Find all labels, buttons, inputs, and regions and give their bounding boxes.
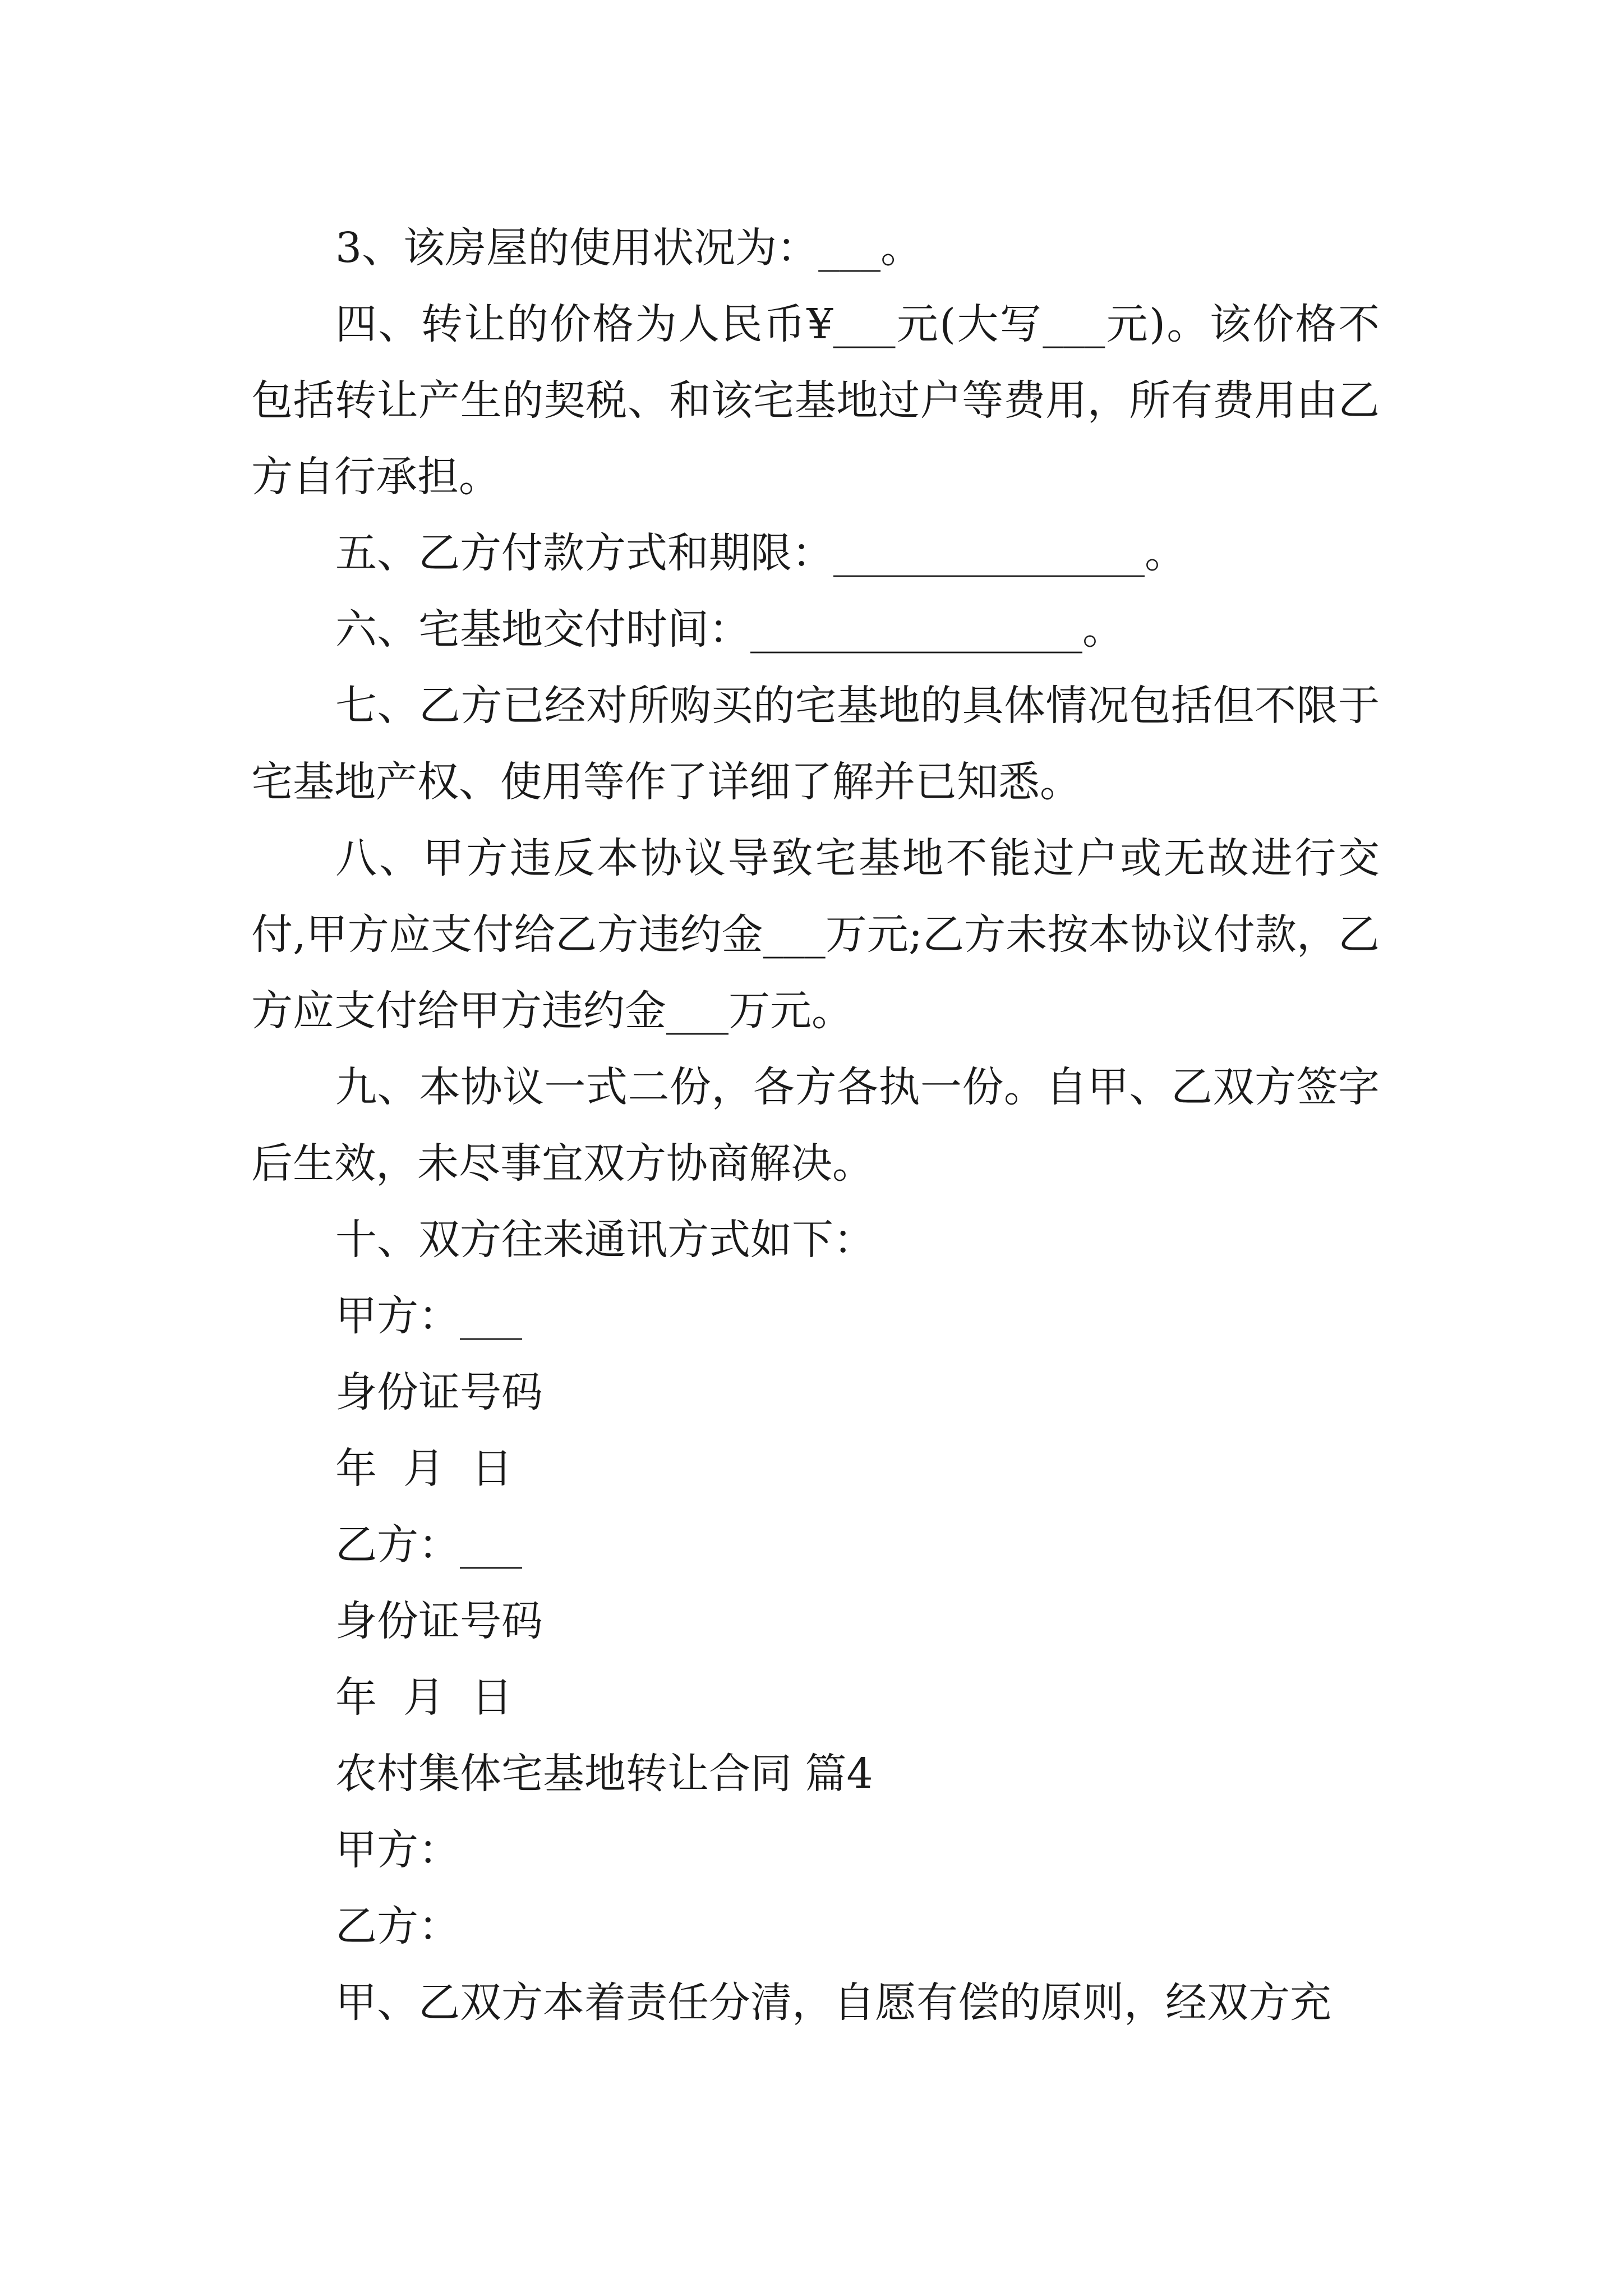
- clause-9-copies-effect: 九、本协议一式二份，各方各执一份。自甲、乙双方签字后生效，未尽事宜双方协商解决。: [251, 1063, 1380, 1188]
- clause-7-buyer-knowledge: 七、乙方已经对所购买的宅基地的具体情况包括但不限于宅基地产权、使用等作了详细了解并已知悉。: [251, 682, 1380, 806]
- contract-4-party-a: 甲方：: [335, 1826, 460, 1874]
- clause-usage-status: 3、该房屋的使用状况为：___。: [335, 224, 923, 272]
- document-body: [251, 210, 1380, 2041]
- party-a-id-number: 身份证号码: [335, 1368, 543, 1416]
- party-b-id-number: 身份证号码: [335, 1597, 543, 1645]
- clause-8-breach-penalty: 八、甲方违反本协议导致宅基地不能过户或无故进行交付,甲方应支付给乙方违约金___万元;乙方未按本协议付款，乙方应支付给甲方违约金___万元。: [251, 834, 1380, 1035]
- clause-5-payment-terms: 五、乙方付款方式和期限：_______________。: [335, 529, 1186, 577]
- party-a-date: 年 月 日: [335, 1444, 513, 1493]
- contract-4-party-b: 乙方：: [335, 1902, 460, 1950]
- clause-6-delivery-time: 六、宅基地交付时间：________________。: [335, 605, 1124, 654]
- party-a-signature-line: 甲方：___: [335, 1292, 522, 1340]
- party-b-date: 年 月 日: [335, 1673, 513, 1722]
- party-b-signature-line: 乙方：___: [335, 1521, 522, 1569]
- clause-4-transfer-price: 四、转让的价格为人民币¥___元(大写___元)。该价格不包括转让产生的契税、和该宅基地过户等费用，所有费用由乙方自行承担。: [251, 300, 1380, 501]
- clause-10-contact: 十、双方往来通讯方式如下：: [335, 1216, 875, 1264]
- contract-4-heading: 农村集体宅基地转让合同 篇4: [335, 1750, 873, 1798]
- contract-4-preamble: 甲、乙双方本着责任分清，自愿有偿的原则，经双方充: [335, 1978, 1331, 2027]
